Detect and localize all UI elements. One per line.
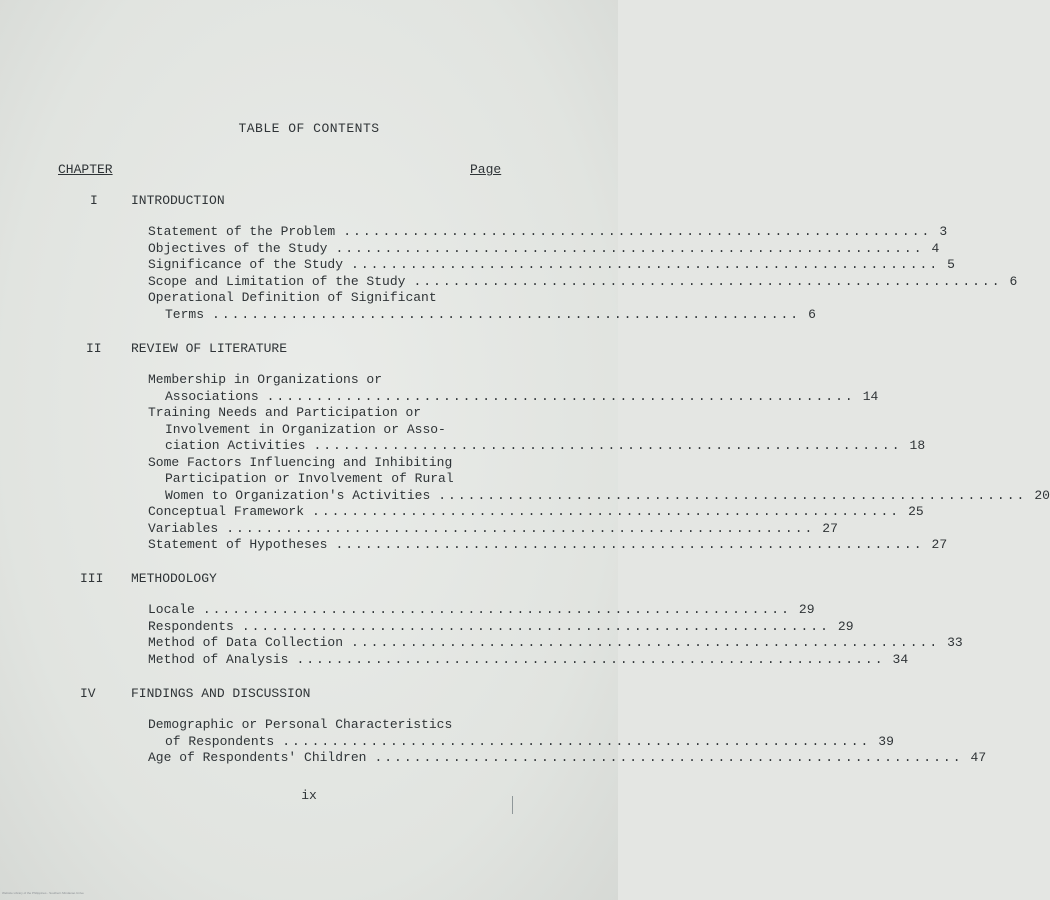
toc-entry-page: 4 (931, 240, 940, 256)
scan-mark (512, 796, 513, 814)
toc-entry-page: 5 (947, 257, 955, 272)
toc-entry-text: Membership in Organizations or (148, 372, 383, 387)
toc-entry-text: Method of Analysis (148, 651, 289, 667)
toc-entry-text: Conceptual Framework (148, 504, 305, 519)
toc-entry-text: Operational Definition of Significant (148, 290, 437, 305)
chapter-number: II (86, 341, 102, 356)
toc-entry-text: Participation or Involvement of Rural (165, 471, 454, 486)
toc-entry[interactable] (148, 405, 926, 455)
dot-leader: ............................................................ (282, 733, 871, 749)
chapter-title: FINDINGS AND DISCUSSION (131, 686, 311, 701)
toc-entry-text: Variables (148, 520, 219, 536)
document-title: TABLE OF CONTENTS (238, 121, 380, 136)
toc-entry-text: Objectives of the Study (148, 240, 328, 256)
toc-entry-text: Involvement in Organization or Asso- (165, 421, 446, 437)
dot-leader: ............................................................ (351, 635, 940, 650)
toc-entry-text: ciation Activities (165, 438, 306, 453)
toc-entry[interactable] (148, 520, 838, 538)
toc-entry-page: 34 (892, 651, 909, 667)
chapter-column-header: CHAPTER (58, 162, 113, 177)
toc-entry-text: Associations (165, 388, 259, 404)
toc-entry-page: 20 (1034, 487, 1050, 503)
toc-entry-page: 29 (837, 618, 854, 634)
dot-leader: ............................................................ (438, 487, 1027, 503)
toc-entry[interactable] (148, 224, 948, 241)
dot-leader: ............................................................ (351, 257, 940, 272)
toc-entry-page: 6 (1009, 273, 1018, 289)
chapter-title: INTRODUCTION (131, 193, 225, 208)
toc-entry[interactable] (148, 273, 1018, 291)
toc-entry[interactable] (148, 290, 816, 323)
footnote: Website Library of the Philippines - Southern Mindanao Unive (2, 891, 84, 895)
toc-entry-text: Respondents (148, 618, 234, 634)
dot-leader: ............................................................ (335, 537, 924, 552)
toc-entry[interactable] (148, 750, 987, 767)
toc-entry-text: Age of Respondents' Children (148, 750, 367, 765)
dot-leader: ............................................................ (413, 273, 1002, 289)
page-number: ix (301, 788, 317, 803)
toc-entry[interactable] (148, 618, 854, 636)
toc-entry-page: 25 (908, 504, 924, 519)
dot-leader: ............................................................ (313, 438, 902, 453)
toc-entry-page: 33 (947, 635, 963, 650)
page-column-header: Page (470, 162, 502, 177)
toc-entry-text: of Respondents (165, 733, 275, 749)
dot-leader: ............................................................ (266, 388, 855, 404)
dot-leader: ............................................................ (241, 618, 830, 634)
toc-entry-page: 3 (939, 224, 948, 239)
toc-entry[interactable] (148, 257, 955, 274)
chapter-title: METHODOLOGY (131, 571, 217, 586)
toc-entry-page: 39 (878, 733, 894, 749)
chapter-number: IV (80, 686, 96, 701)
toc-entry[interactable] (148, 651, 909, 669)
dot-leader: ............................................................ (374, 750, 963, 765)
toc-entry[interactable] (148, 635, 963, 652)
toc-entry-text: Women to Organization's Activities (165, 487, 431, 503)
toc-entry-text: Some Factors Influencing and Inhibiting (148, 454, 453, 470)
toc-entry-page: 14 (862, 388, 879, 404)
toc-entry[interactable] (148, 240, 940, 258)
toc-entry-text: Demographic or Personal Characteristics (148, 717, 453, 732)
toc-entry[interactable] (148, 537, 948, 554)
toc-entry[interactable] (148, 504, 924, 521)
toc-entry-text: Scope and Limitation of the Study (148, 273, 406, 289)
toc-entry-page: 29 (798, 602, 815, 617)
chapter-title: REVIEW OF LITERATURE (131, 341, 288, 356)
dot-leader: ............................................................ (202, 602, 791, 617)
dot-leader: ............................................................ (335, 240, 924, 256)
toc-entry[interactable] (148, 717, 894, 750)
dot-leader: ............................................................ (296, 651, 885, 667)
toc-entry-text: Statement of the Problem (148, 224, 336, 239)
chapter-number: III (80, 571, 104, 586)
toc-entry-text: Training Needs and Participation or (148, 405, 422, 420)
toc-entry-text: Terms (165, 306, 205, 322)
toc-entry[interactable] (148, 602, 815, 619)
dot-leader: ............................................................ (212, 306, 801, 322)
toc-entry-page: 27 (931, 537, 948, 552)
toc-entry-page: 6 (808, 306, 816, 322)
toc-entry-text: Locale (148, 602, 195, 617)
toc-entry-page: 18 (909, 438, 926, 453)
toc-entry[interactable] (148, 454, 1050, 505)
toc-entry-text: Statement of Hypotheses (148, 537, 328, 552)
dot-leader: ............................................................ (312, 504, 901, 519)
dot-leader: ............................................................ (343, 224, 932, 239)
chapter-number: I (90, 193, 98, 208)
dot-leader: ............................................................ (226, 520, 815, 536)
toc-entry[interactable] (148, 372, 879, 405)
toc-entry-text: Significance of the Study (148, 257, 344, 272)
toc-entry-page: 27 (822, 520, 838, 536)
toc-entry-text: Method of Data Collection (148, 635, 344, 650)
toc-entry-page: 47 (970, 750, 987, 765)
